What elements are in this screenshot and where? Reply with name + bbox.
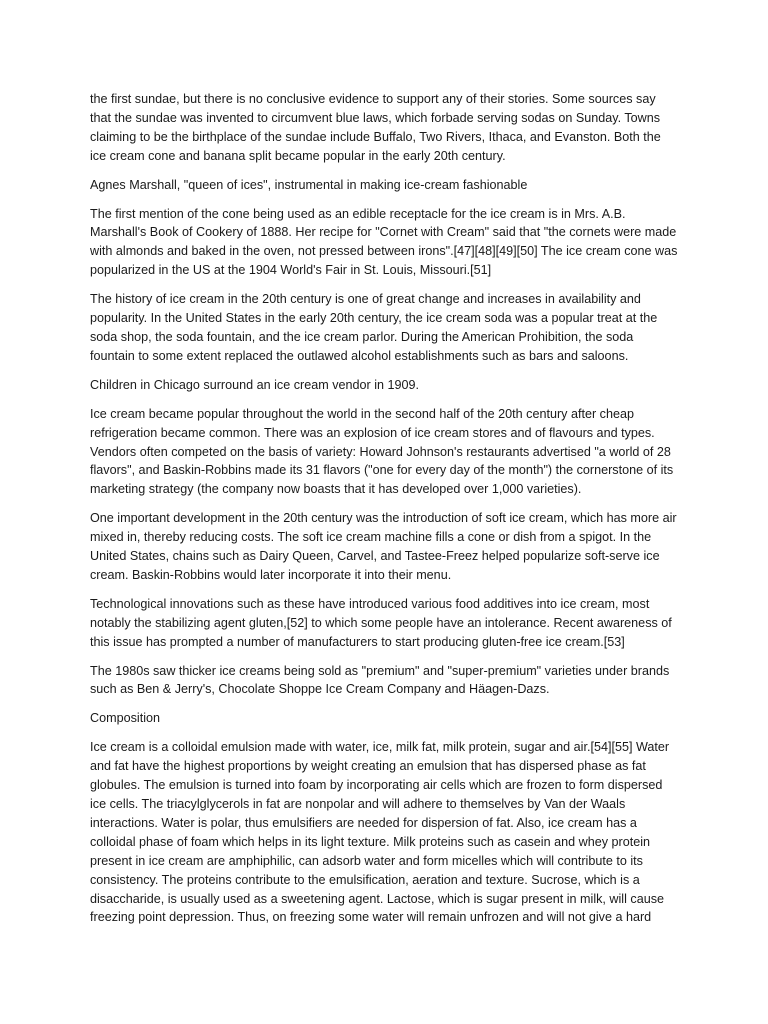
section-heading-composition: Composition: [90, 711, 160, 726]
paragraph-20th-century: The history of ice cream in the 20th century is one of great change and increases in availability and popularity. In the United States in the early 20th century, the ice cream soda was a popular treat at the soda shop, the soda fountain, and the ice cream parlor. During the American Prohibition, the soda fountain to some extent replaced the outlawed alcohol establishments such as bars and saloons.: [90, 292, 658, 363]
paragraph-popularity: Ice cream became popular throughout the world in the second half of the 20th century after cheap refrigeration became common. There was an explosion of ice cream stores and of flavours and types. Vendors often competed on the basis of variety: Howard Johnson's restaurants advertised "a world of 28 flavors", and Baskin-Robbins made its 31 flavors ("one for every day of the month") the cornerstone of its marketing strategy (the company now boasts that it has developed over 1,000 varieties).: [90, 406, 674, 497]
paragraph-sundae-origins: the first sundae, but there is no conclusive evidence to support any of their stories. Some sources say that the sundae was invented to circumvent blue laws, which forbade serving sodas on Sunday. Towns claiming to be the birthplace of the sundae include Buffalo, Two Rivers, Ithaca, and Evanston. Both the ice cream cone and banana split became popular in the early 20th century.: [90, 92, 661, 163]
paragraph-cone-history: The first mention of the cone being used as an edible receptacle for the ice cream is in Mrs. A.B. Marshall's Book of Cookery of 1888. Her recipe for "Cornet with Cream" said that "the cornets were made with almonds and baked in the oven, not pressed between irons".[47][48][49][50] The ice cream cone was popularized in the US at the 1904 World's Fair in St. Louis, Missouri.[51]: [90, 206, 678, 278]
document-page: [90, 90, 680, 937]
paragraph-additives: Technological innovations such as these have introduced various food additives into ice cream, most notably the stabilizing agent gluten,[52] to which some people have an intolerance. Recent awareness of this issue has prompted a number of manufacturers to start producing gluten-free ice cream.[53]: [90, 596, 672, 649]
paragraph-composition: Ice cream is a colloidal emulsion made with water, ice, milk fat, milk protein, sugar and air.[54][55] Water and fat have the highest proportions by weight creating an emulsion that has dispersed phase as fat globules. The emulsion is turned into foam by incorporating air cells which are frozen to form dispersed ice cells. The triacylglycerols in fat are nonpolar and will adhere to themselves by Van der Waals interactions. Water is polar, thus emulsifiers are needed for dispersion of fat. Also, ice cream has a colloidal phase of foam which helps in its light texture. Milk proteins such as casein and whey protein present in ice cream are amphiphilic, can adsorb water and form micelles which will contribute to its consistency. The proteins contribute to the emulsification, aeration and texture. Sucrose, which is a disaccharide, is usually used as a sweetening agent. Lactose, which is sugar present in milk, will cause freezing point depression. Thus, on freezing some water will remain unfrozen and will not give a hard: [90, 740, 670, 925]
paragraph-premium: The 1980s saw thicker ice creams being sold as "premium" and "super-premium" varieties under brands such as Ben & Jerry's, Chocolate Shoppe Ice Cream Company and Häagen-Dazs.: [90, 663, 670, 697]
paragraph-soft-serve: One important development in the 20th century was the introduction of soft ice cream, which has more air mixed in, thereby reducing costs. The soft ice cream machine fills a cone or dish from a spigot. In the United States, chains such as Dairy Queen, Carvel, and Tastee-Freez helped popularize soft-serve ice cream. Baskin-Robbins would later incorporate it into their menu.: [90, 511, 677, 582]
caption-agnes-marshall: Agnes Marshall, "queen of ices", instrumental in making ice-cream fashionable: [90, 177, 528, 192]
caption-chicago-vendor: Children in Chicago surround an ice cream vendor in 1909.: [90, 377, 420, 392]
